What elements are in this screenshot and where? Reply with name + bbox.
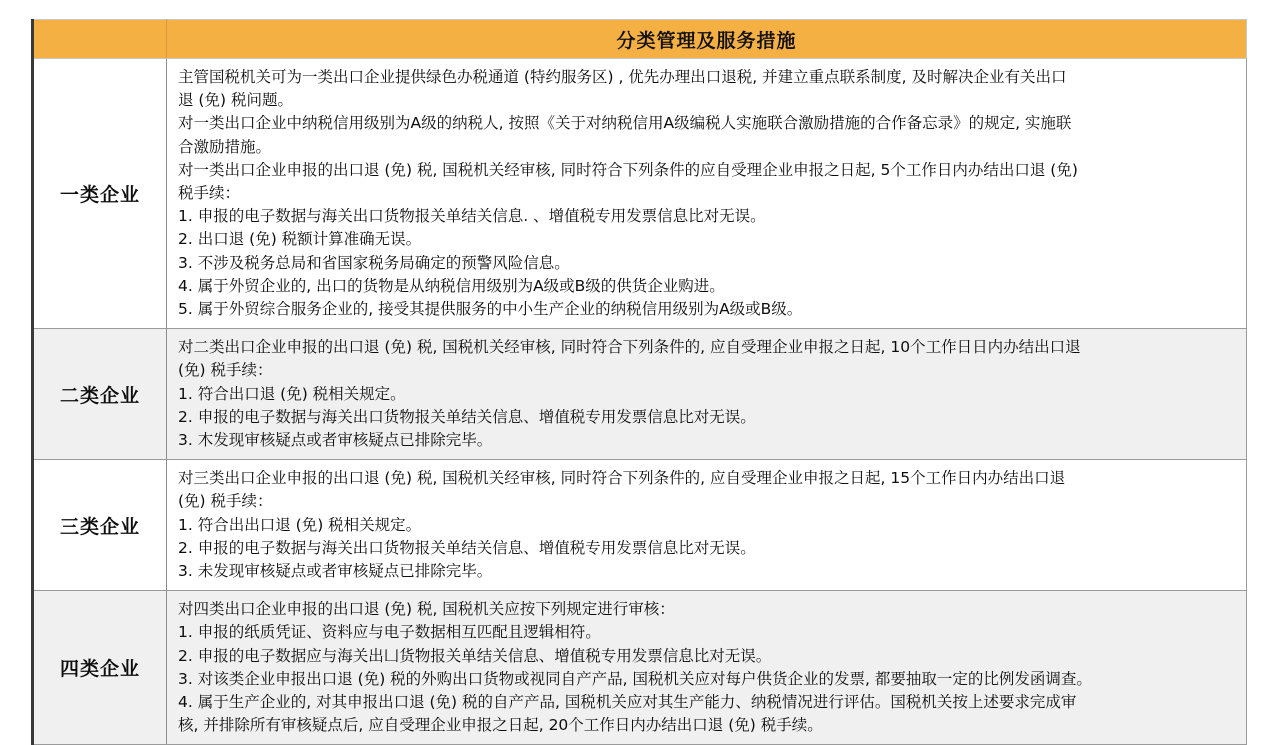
row-category-label: 一类企业 bbox=[33, 59, 167, 329]
measure-line: 1. 申报的纸质凭证、资料应与电子数据相互匹配且逻辑相符。 bbox=[178, 623, 601, 642]
measure-line: 2. 申报的电子数据应与海关出凵货物报关单结关信息、增值税专用发票信息比对无误。 bbox=[178, 646, 772, 665]
measure-line: 3. 对该类企业申报出口退 (免) 税的外购出口货物或视同自产产品, 国税机关应对每户供货企业的发票, 都要抽取一定的比例发函调查。 bbox=[178, 669, 1092, 688]
measure-line: 3. 不涉及税务总局和省国家税务局确定的预警风险信息。 bbox=[178, 253, 570, 272]
row-category-label: 四类企业 bbox=[33, 591, 167, 745]
measure-line: 1. 符合出口退 (免) 税相关规定。 bbox=[178, 384, 406, 403]
measure-line: 主管国税机关可为一类出口企业提供绿色办税通道 (特约服务区) , 优先办理出口退税, 并建立重点联系制度, 及时解决企业有关出口 bbox=[178, 68, 1067, 86]
table-row bbox=[33, 329, 1247, 460]
measure-line: (免) 税手续： bbox=[178, 361, 273, 380]
row-measures-cell bbox=[167, 460, 1247, 591]
measure-line: 税手续： bbox=[178, 184, 241, 203]
measure-line: 对三类出口企业申报的出口退 (免) 税, 国税机关经审核, 同时符合下列条件的, 应自受理企业申报之日起, 15个工作日内办结出口退 bbox=[178, 469, 1066, 488]
table-row bbox=[33, 460, 1247, 591]
measure-line: 1. 符合出出口退 (免) 税相关规定。 bbox=[178, 515, 422, 534]
measure-line: 5. 属于外贸综合服务企业的, 接受其提供服务的中小生产企业的纳税信用级别为A级或B级。 bbox=[178, 300, 803, 319]
measure-line: 2. 出口退 (免) 税额计算准确无误。 bbox=[178, 230, 422, 249]
measure-line: 核, 并排除所有审核疑点后, 应自受理企业申报之日起, 20个工作日内办结出口退 (免) 税手续。 bbox=[178, 716, 823, 735]
row-measures-cell bbox=[167, 329, 1247, 460]
classification-table-container bbox=[31, 19, 1245, 745]
measure-line: 对一类出口企业中纳税信用级别为A级的纳税人, 按照《关于对纳税信用A级编税人实施联合激励措施的合作备忘录》的规定, 实施联 bbox=[178, 114, 1072, 133]
row-measures-cell bbox=[167, 591, 1247, 745]
row-measures-cell bbox=[167, 59, 1247, 329]
measure-line: 4. 属于外贸企业的, 出口的货物是从纳税信用级别为A级或B级的供货企业购进。 bbox=[178, 276, 725, 295]
header-label-cell bbox=[33, 20, 167, 59]
measure-line: 合激励措施。 bbox=[178, 137, 272, 156]
measure-line: 对二类出口企业申报的出口退 (免) 税, 国税机关经审核, 同时符合下列条件的, 应自受理企业申报之日起, 10个工作日日内办结出口退 bbox=[178, 338, 1081, 357]
table-row bbox=[33, 591, 1247, 745]
measure-line: 2. 申报的电子数据与海关出口货物报关单结关信息、增值税专用发票信息比对无误。 bbox=[178, 407, 756, 426]
header-title-cell: 分类管理及服务措施 bbox=[167, 20, 1247, 59]
measure-line: 1. 申报的电子数据与海关出口货物报关单结关信息. 、增值税专用发票信息比对无误。 bbox=[178, 207, 766, 226]
measure-line: (免) 税手续： bbox=[178, 492, 273, 511]
table-header-row bbox=[33, 20, 1247, 59]
row-category-label: 二类企业 bbox=[33, 329, 167, 460]
measure-line: 对一类出口企业申报的出口退 (免) 税, 国税机关经审核, 同时符合下列条件的应自受理企业申报之日起, 5个工作日内办结出口退 (免) bbox=[178, 160, 1078, 179]
measure-line: 3. 未发现审核疑点或者审核疑点已排除完毕。 bbox=[178, 562, 493, 581]
table-row bbox=[33, 59, 1247, 329]
measure-line: 退 (免) 税问题。 bbox=[178, 91, 293, 110]
measure-line: 2. 申报的电子数据与海关出口货物报关单结关信息、增值税专用发票信息比对无误。 bbox=[178, 538, 756, 557]
measure-line: 4. 属于生产企业的, 对其申报出口退 (免) 税的自产产品, 国税机关应对其生产能力、纳税情况进行评估。国税机关按上述要求完成审 bbox=[178, 693, 1077, 712]
row-category-label: 三类企业 bbox=[33, 460, 167, 591]
measure-line: 3. 木发现审核疑点或者审核疑点已排除完毕。 bbox=[178, 431, 493, 450]
measure-line: 对四类出口企业申报的出口退 (免) 税, 国税机关应按下列规定进行审核： bbox=[178, 600, 675, 619]
classification-management-table bbox=[31, 19, 1247, 745]
